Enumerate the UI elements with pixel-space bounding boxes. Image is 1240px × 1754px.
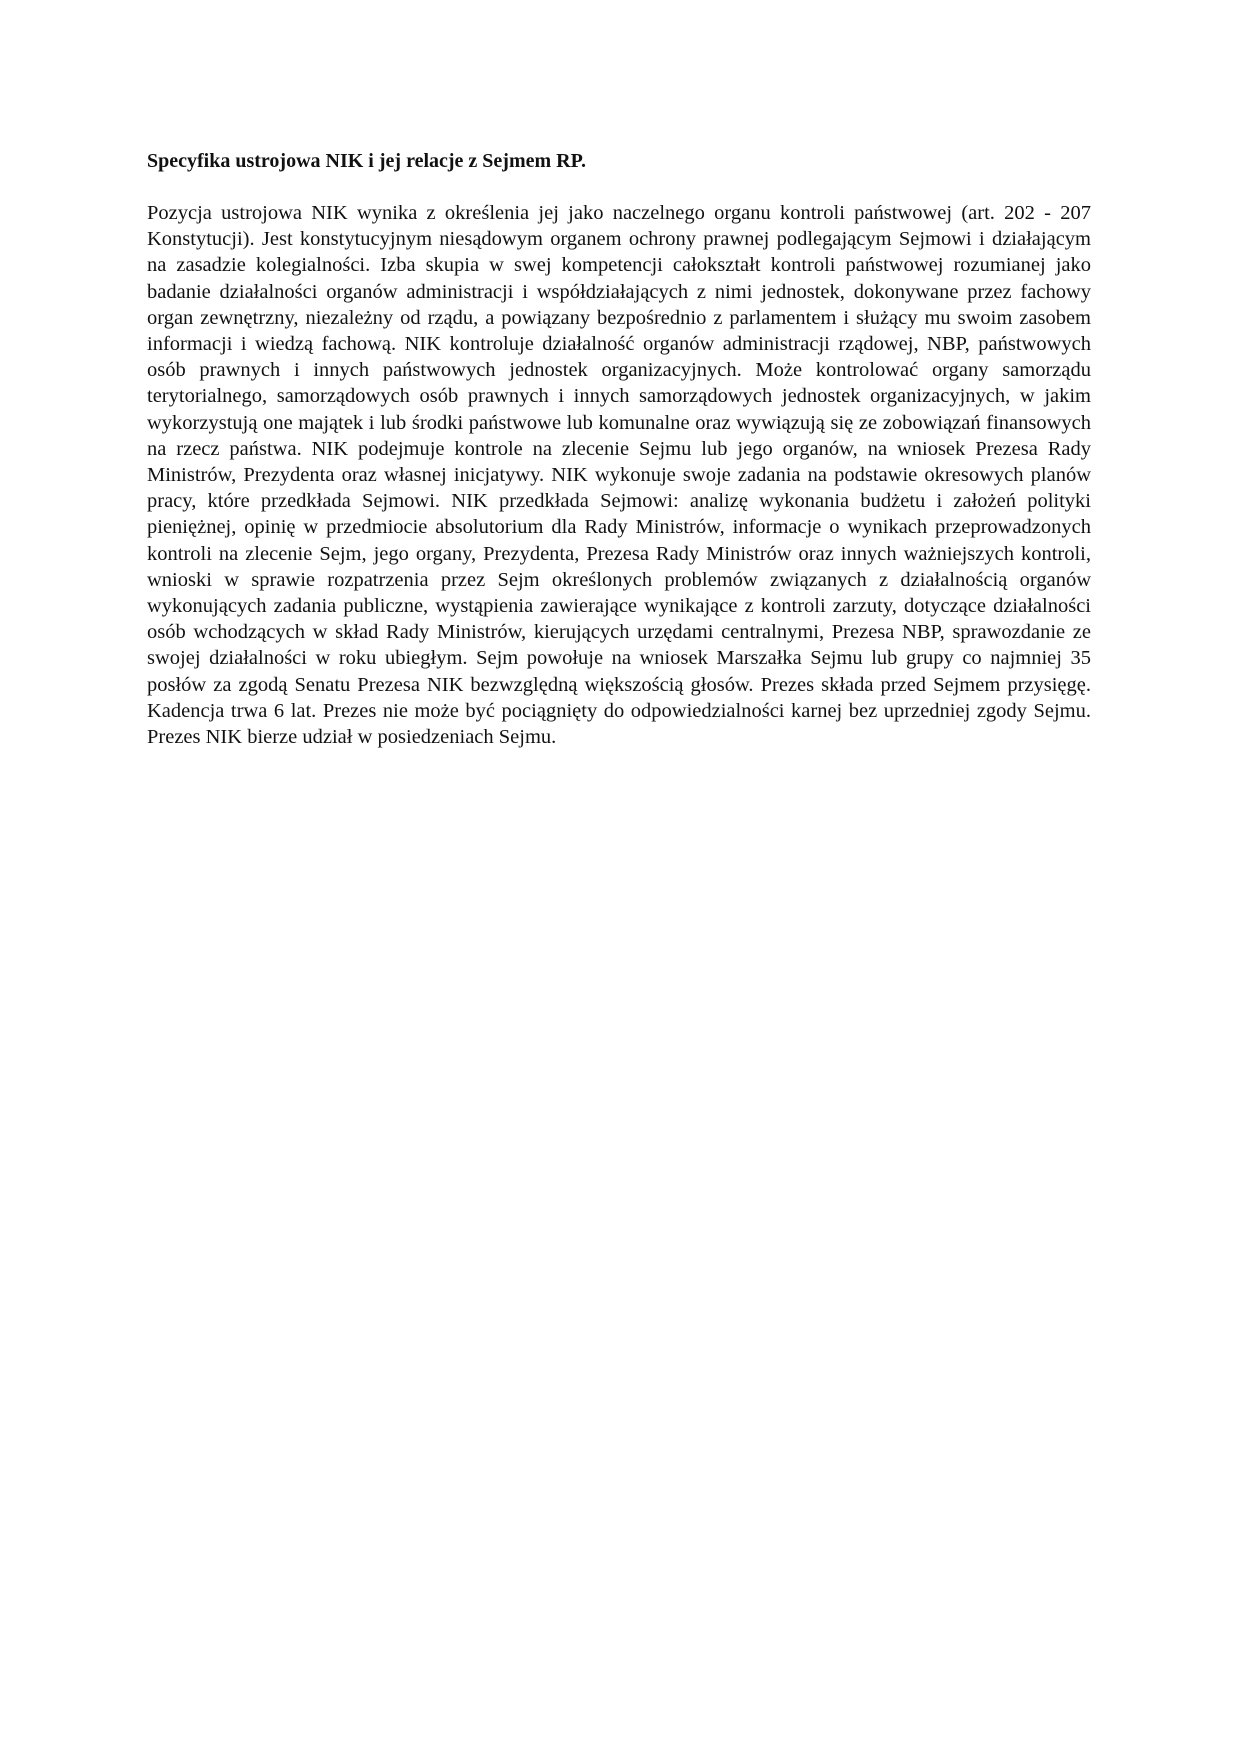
document-body-paragraph: Pozycja ustrojowa NIK wynika z określenia jej jako naczelnego organu kontroli państwowej (art. 202 - 207 Konstytucji). Jest konstytucyjnym niesądowym organem ochrony prawnej podlegającym Sejmowi i działającym na zasadzie kolegialności. Izba skupia w swej kompetencji całokształt kontroli państwowej rozumianej jako badanie działalności organów administracji i współdziałających z nimi jednostek, dokonywane przez fachowy organ zewnętrzny, niezależny od rządu, a powiązany bezpośrednio z parlamentem i służący mu swoim zasobem informacji i wiedzą fachową. NIK kontroluje działalność organów administracji rządowej, NBP, państwowych osób prawnych i innych państwowych jednostek organizacyjnych. Może kontrolować organy samorządu terytorialnego, samorządowych osób prawnych i innych samorządowych jednostek organizacyjnych, w jakim wykorzystują one majątek i lub środki państwowe lub komunalne oraz wywiązują się ze zobowiązań finansowych na rzecz państwa. NIK podejmuje kontrole na zlecenie Sejmu lub jego organów, na wniosek Prezesa Rady Ministrów, Prezydenta oraz własnej inicjatywy. NIK wykonuje swoje zadania na podstawie okresowych planów pracy, które przedkłada Sejmowi. NIK przedkłada Sejmowi: analizę wykonania budżetu i założeń polityki pieniężnej, opinię w przedmiocie absolutorium dla Rady Ministrów, informacje o wynikach przeprowadzonych kontroli na zlecenie Sejm, jego organy, Prezydenta, Prezesa Rady Ministrów oraz innych ważniejszych kontroli, wnioski w sprawie rozpatrzenia przez Sejm określonych problemów związanych z działalnością organów wykonujących zadania publiczne, wystąpienia zawierające wynikające z kontroli zarzuty, dotyczące działalności osób wchodzących w skład Rady Ministrów, kierujących urzędami centralnymi, Prezesa NBP, sprawozdanie ze swojej działalności w roku ubiegłym. Sejm powołuje na wniosek Marszałka Sejmu lub grupy co najmniej 35 posłów za zgodą Senatu Prezesa NIK bezwzględną większością głosów. Prezes składa przed Sejmem przysięgę. Kadencja trwa 6 lat. Prezes nie może być pociągnięty do odpowiedzialności karnej bez uprzedniej zgody Sejmu. Prezes NIK bierze udział w posiedzeniach Sejmu. xyxy=(147,202,1091,749)
document-content xyxy=(147,148,1091,750)
document-title: Specyfika ustrojowa NIK i jej relacje z Sejmem RP. xyxy=(147,150,586,172)
